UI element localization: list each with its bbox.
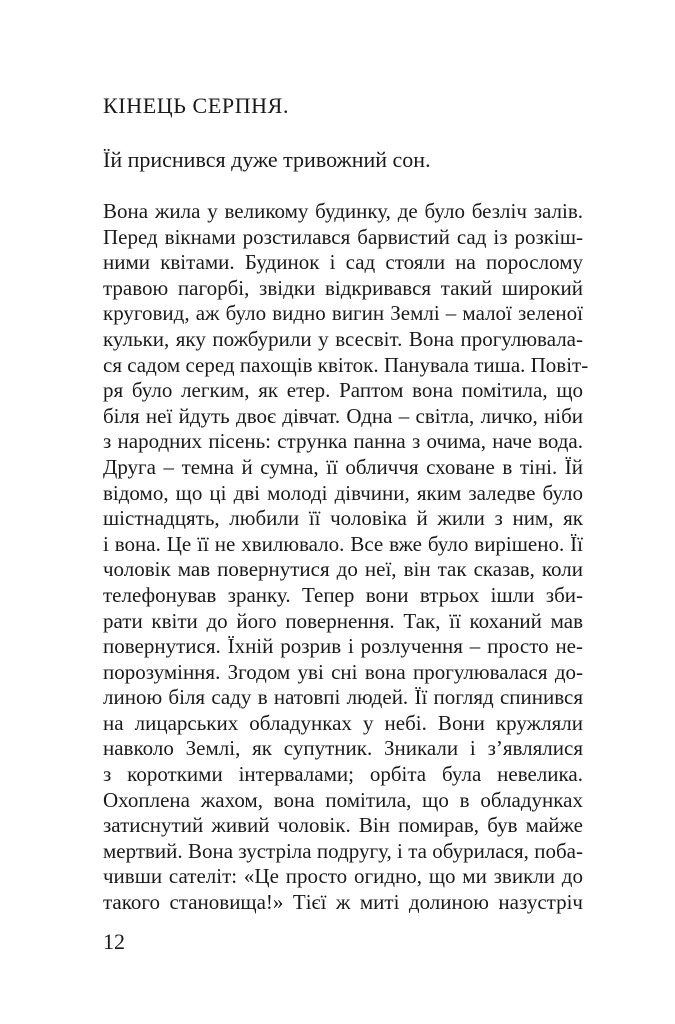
text-line: навколо Землі, як супутник. Зникали і з’являлися <box>103 736 583 761</box>
text-line: Друга – темна й сумна, її обличчя сховане в тіні. Їй <box>103 454 583 479</box>
text-line: ся садом серед пахощів квіток. Панувала тиша. Повіт- <box>103 352 589 377</box>
text-line: травою пагорбі, звідки відкривався такий широкий <box>103 275 583 300</box>
text-line: кульки, яку пожбурили у всесвіт. Вона прогулювала- <box>103 326 583 351</box>
chapter-heading: КІНЕЦЬ СЕРПНЯ. <box>103 93 290 118</box>
text-line: такого становища!» Тієї ж миті долиною назустріч <box>103 890 583 915</box>
text-line: затиснутий живий чоловік. Він помирав, був майже <box>103 813 583 838</box>
text-line: порозуміння. Згодом уві сні вона прогулювалася до- <box>103 659 583 684</box>
lead-sentence: Їй приснився дуже тривожний сон. <box>103 147 431 172</box>
text-line: повернутися. Їхній розрив і розлучення – просто не- <box>103 634 583 659</box>
text-line: телефонував зранку. Тепер вони втрьох ішли зби- <box>103 582 583 607</box>
text-line: мертвий. Вона зустріла подругу, і та обурилася, поба- <box>103 838 583 863</box>
text-line: Охоплена жахом, вона помітила, що в обладунках <box>103 787 583 812</box>
page-number: 12 <box>103 929 125 954</box>
text-line: круговид, аж було видно вигин Землі – малої зеленої <box>103 301 583 326</box>
text-line: з народних пісень: струнка панна з очима, наче вода. <box>103 429 583 454</box>
text-line: линою біля саду в натовпі людей. Її погляд спинився <box>103 685 583 710</box>
text-line: з короткими інтервалами; орбіта була невелика. <box>103 762 583 787</box>
text-line: чивши сателіт: «Це просто огидно, що ми звикли до <box>103 864 583 889</box>
body-paragraph <box>103 199 589 916</box>
text-line: Вона жила у великому будинку, де було безліч залів. <box>103 199 583 223</box>
text-line: чоловік мав повернутися до неї, він так сказав, коли <box>103 557 583 582</box>
text-line: шістнадцять, любили її чоловіка й жили з ним, як <box>103 506 583 531</box>
text-line: ря було легким, як етер. Раптом вона помітила, що <box>103 378 583 403</box>
text-line: Перед вікнами розстилався барвистий сад із розкіш- <box>103 224 583 249</box>
text-line: біля неї йдуть двоє дівчат. Одна – світла, личко, ніби <box>103 403 583 428</box>
text-line: відомо, що ці дві молоді дівчини, яким заледве було <box>103 480 583 505</box>
text-line: ними квітами. Будинок і сад стояли на порослому <box>103 250 583 275</box>
text-line: і вона. Це її не хвилювало. Все вже було вирішено. Її <box>103 531 583 556</box>
text-line: рати квіти до його повернення. Так, її коханий мав <box>103 608 583 633</box>
text-line: на лицарських обладунках у небі. Вони кружляли <box>103 710 583 735</box>
